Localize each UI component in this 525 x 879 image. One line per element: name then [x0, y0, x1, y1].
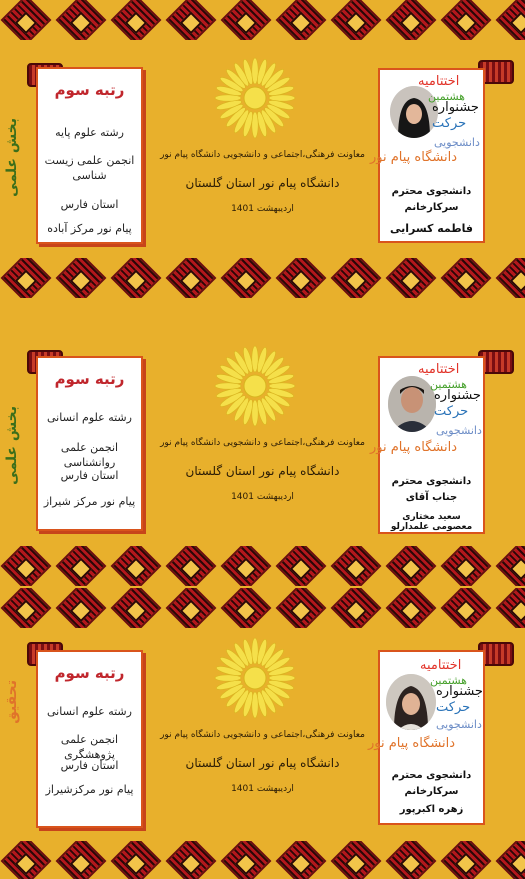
student-name: فاطمه کسرایی: [389, 222, 474, 235]
kilim-diamond: [221, 841, 272, 879]
kilim-diamond: [166, 841, 217, 879]
sun-center: [244, 87, 266, 109]
kilim-band-2b: [0, 588, 525, 628]
center-text: [150, 436, 375, 502]
date-text: اردیبهشت 1401: [231, 204, 294, 214]
kilim-diamond: [496, 588, 525, 628]
logo-word-movement: حرکت: [434, 404, 469, 419]
kilim-diamond: [276, 546, 327, 586]
kilim-diamond: [56, 546, 107, 586]
deputy-text: معاونت فرهنگی،اجتماعی و دانشجویی دانشگاه پیام نور: [160, 150, 365, 160]
kilim-diamond: [331, 546, 382, 586]
kilim-diamond: [1, 588, 52, 628]
logo-word-eighth: هشتمین: [430, 378, 467, 391]
logo-word-closing: اختتامیه: [418, 74, 460, 89]
kilim-diamond: [276, 588, 327, 628]
center-text: [150, 728, 375, 794]
honorific-text: دانشجوی محترم: [391, 770, 472, 781]
province-text: استان فارس: [60, 469, 119, 482]
logo-word-student: دانشجویی: [436, 718, 482, 731]
university-text: پیام نور مرکز آباده: [47, 222, 132, 235]
title-text: سرکارخانم: [404, 786, 459, 797]
center-text: [150, 148, 375, 214]
province-text: استان فارس: [60, 759, 119, 772]
field-text: رشته علوم انسانی: [47, 705, 132, 718]
student-photo: [388, 376, 436, 432]
university-text: پیام نور مرکز شیراز: [43, 495, 136, 508]
logo-word-eighth: هشتمین: [430, 674, 467, 687]
kilim-diamond: [276, 258, 327, 298]
kilim-diamond: [111, 546, 162, 586]
kilim-diamond: [221, 588, 272, 628]
side-label: بخش علمی: [4, 406, 20, 485]
kilim-diamond: [111, 841, 162, 879]
student-card: [370, 356, 485, 534]
kilim-diamond: [331, 588, 382, 628]
kilim-band-1: [0, 258, 525, 298]
kilim-diamond: [221, 546, 272, 586]
certificate-section-2: [0, 298, 525, 548]
field-text: رشته علوم انسانی: [47, 411, 132, 424]
kilim-diamond: [56, 258, 107, 298]
logo-word-student: دانشجویی: [434, 136, 480, 149]
logo-word-festival: جشنواره: [434, 388, 481, 403]
logo-word-university: دانشگاه پیام نور: [368, 736, 455, 751]
title-text: جناب آقای: [405, 492, 458, 503]
rank-title: رتبه سوم: [54, 81, 125, 99]
rank-title: رتبه سوم: [54, 664, 125, 682]
student-name: سعید مختاری معصومی علمدارلو: [390, 512, 473, 532]
kilim-diamond: [331, 841, 382, 879]
kilim-diamond: [331, 258, 382, 298]
date-text: اردیبهشت 1401: [231, 492, 294, 502]
deputy-text: معاونت فرهنگی،اجتماعی و دانشجویی دانشگاه پیام نور: [160, 438, 365, 448]
sun-emblem: [213, 636, 297, 720]
sun-center: [244, 667, 266, 689]
student-photo: [386, 674, 436, 730]
certificate-section-3: [0, 628, 525, 843]
rank-card: [36, 67, 143, 244]
kilim-diamond: [1, 841, 52, 879]
kilim-diamond: [441, 841, 492, 879]
sun-emblem: [213, 344, 297, 428]
logo-word-movement: حرکت: [432, 116, 467, 131]
certificate-section-1: [0, 0, 525, 260]
kilim-diamond: [386, 258, 437, 298]
kilim-diamond: [496, 546, 525, 586]
logo-word-university: دانشگاه پیام نور: [370, 150, 457, 165]
logo-word-festival: جشنواره: [436, 684, 483, 699]
association-text: انجمن علمی روانشناسی: [60, 441, 119, 469]
kilim-diamond: [221, 258, 272, 298]
logo-word-movement: حرکت: [436, 700, 471, 715]
sun-emblem: [213, 56, 297, 140]
kilim-diamond: [386, 841, 437, 879]
rank-title: رتبه سوم: [54, 370, 125, 388]
kilim-diamond: [441, 546, 492, 586]
side-label: تحقیق: [4, 680, 20, 724]
student-card: [370, 68, 485, 243]
association-text: انجمن علمی زیست شناسی: [44, 154, 135, 182]
kilim-diamond: [441, 588, 492, 628]
kilim-diamond: [1, 546, 52, 586]
kilim-diamond: [276, 841, 327, 879]
association-text: انجمن علمی پژوهشگری: [60, 733, 119, 761]
side-label: بخش علمی: [4, 118, 20, 197]
logo-word-festival: جشنواره: [432, 100, 479, 115]
logo-word-university: دانشگاه پیام نور: [370, 440, 457, 455]
kilim-diamond: [386, 546, 437, 586]
rank-card: [36, 356, 143, 531]
kilim-diamond: [386, 588, 437, 628]
date-text: اردیبهشت 1401: [231, 784, 294, 794]
honorific-text: دانشجوی محترم: [391, 476, 472, 487]
kilim-diamond: [111, 588, 162, 628]
title-text: سرکارخانم: [404, 202, 459, 213]
kilim-diamond: [441, 258, 492, 298]
kilim-diamond: [56, 841, 107, 879]
kilim-diamond: [111, 258, 162, 298]
logo-word-eighth: هشتمین: [428, 90, 465, 103]
host-text: دانشگاه پیام نور استان گلستان: [185, 756, 340, 770]
kilim-band-2a: [0, 546, 525, 586]
kilim-diamond: [1, 258, 52, 298]
logo-word-closing: اختتامیه: [418, 362, 460, 377]
kilim-diamond: [166, 588, 217, 628]
kilim-diamond: [166, 258, 217, 298]
province-text: استان فارس: [60, 198, 119, 211]
host-text: دانشگاه پیام نور استان گلستان: [185, 176, 340, 190]
student-card: [368, 650, 485, 825]
kilim-diamond: [496, 258, 525, 298]
deputy-text: معاونت فرهنگی،اجتماعی و دانشجویی دانشگاه پیام نور: [160, 730, 365, 740]
host-text: دانشگاه پیام نور استان گلستان: [185, 464, 340, 478]
sun-center: [244, 375, 266, 397]
kilim-diamond: [56, 588, 107, 628]
university-text: پیام نور مرکزشیراز: [45, 783, 134, 796]
rank-card: [36, 650, 143, 828]
logo-word-closing: اختتامیه: [420, 658, 462, 673]
logo-word-student: دانشجویی: [436, 424, 482, 437]
honorific-text: دانشجوی محترم: [391, 186, 472, 197]
kilim-diamond: [496, 841, 525, 879]
kilim-diamond: [166, 546, 217, 586]
kilim-band-bottom: [0, 841, 525, 879]
student-name: زهره اکبرپور: [399, 804, 464, 815]
field-text: رشته علوم پایه: [55, 126, 124, 139]
